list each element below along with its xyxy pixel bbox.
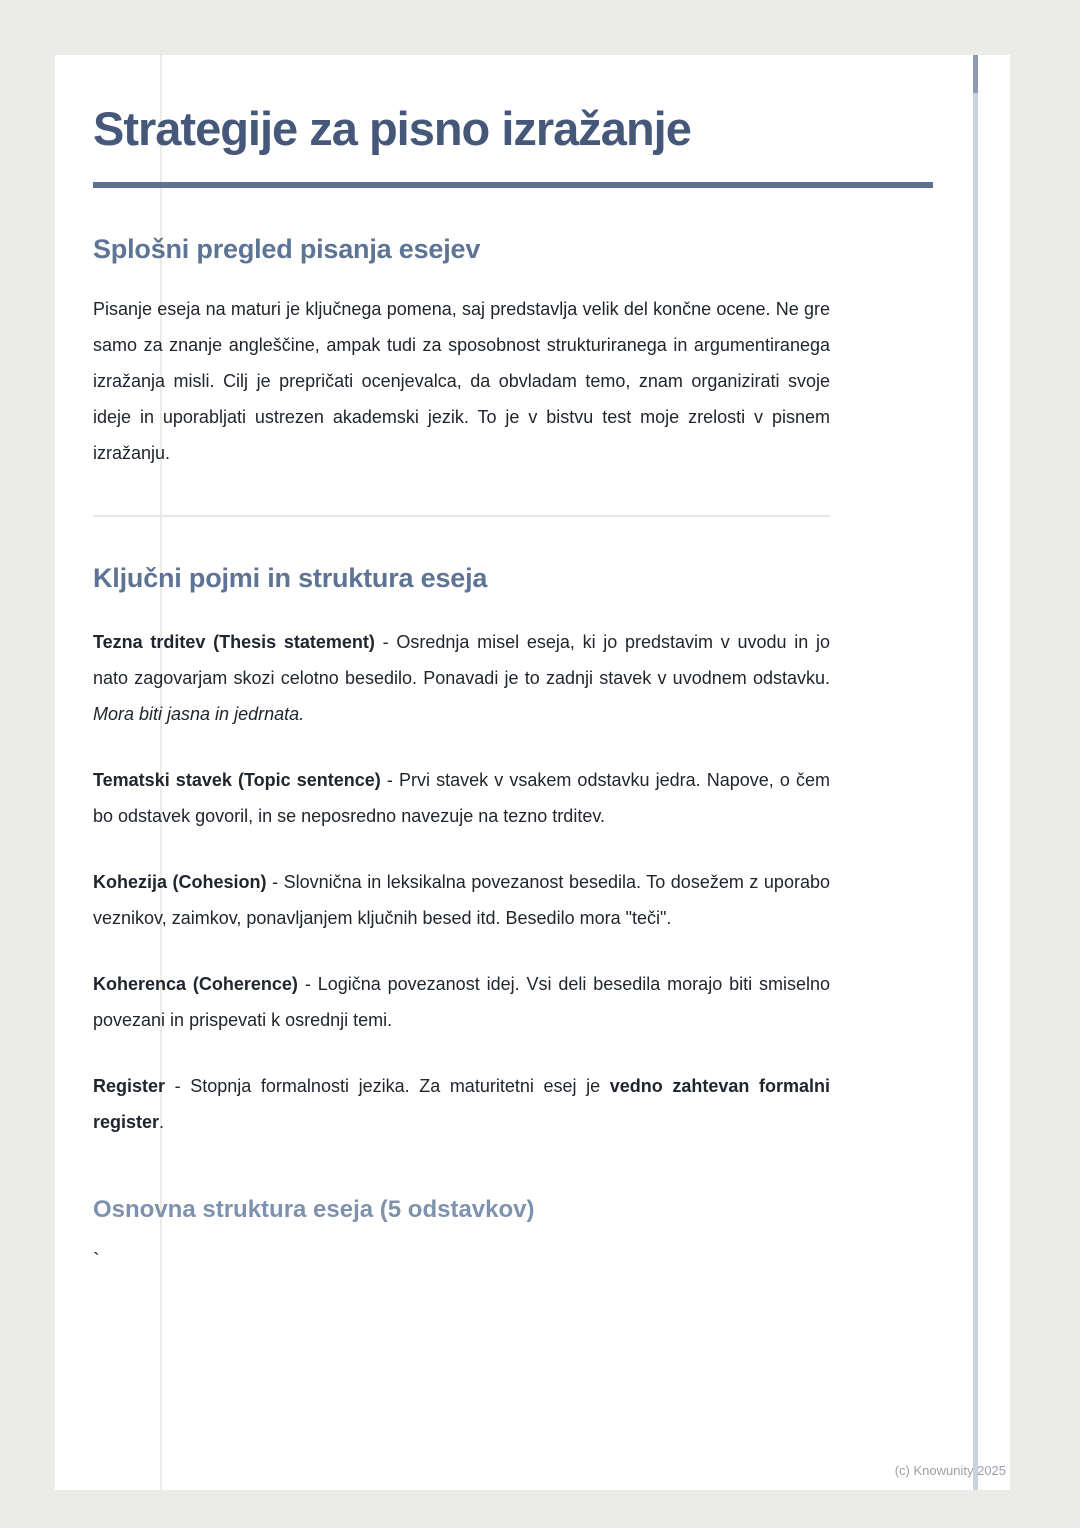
term-text: - Prvi stavek v vsakem odstavku jedra. Napove, o čem bo odstavek govoril, in se neposredno navezuje na tezno trditev. xyxy=(93,770,830,826)
term-after: . xyxy=(159,1112,165,1132)
document-page xyxy=(55,55,1010,1490)
right-edge-cap xyxy=(973,55,978,93)
term-label: Tezna trditev (Thesis statement) xyxy=(93,632,375,652)
term-bold-tail: vedno zahtevan formalni register xyxy=(93,1076,830,1132)
term-paragraph-cohesion xyxy=(93,864,830,936)
term-text: - Osrednja misel eseja, ki jo predstavim v uvodu in jo nato zagovarjam skozi celotno besedilo. Ponavadi je to zadnji stavek v uvodnem odstavku. xyxy=(93,632,830,688)
term-paragraph-register xyxy=(93,1068,830,1140)
term-paragraph-thesis xyxy=(93,624,830,732)
term-paragraph-coherence xyxy=(93,966,830,1038)
term-text: - Slovnična in leksikalna povezanost besedila. To dosežem z uporabo veznikov, zaimkov, ponavljanjem ključnih besed itd. Besedilo mora "teči". xyxy=(93,872,830,928)
footer-credit: (c) Knowunity 2025 xyxy=(894,1463,1006,1478)
section-heading-key-concepts: Ključni pojmi in struktura eseja xyxy=(93,563,488,593)
subsection-heading-structure: Osnovna struktura eseja (5 odstavkov) xyxy=(93,1196,535,1223)
term-text: - Logična povezanost idej. Vsi deli besedila morajo biti smiselno povezani in prispevati k osrednji temi. xyxy=(93,974,830,1030)
term-text: - Stopnja formalnosti jezika. Za maturitetni esej je xyxy=(174,1076,601,1096)
term-label: Tematski stavek (Topic sentence) xyxy=(93,770,381,790)
stray-backtick: ` xyxy=(93,1250,100,1272)
term-italic-note: Mora biti jasna in jedrnata. xyxy=(93,704,305,724)
document-content xyxy=(55,55,830,1273)
term-label: Koherenca (Coherence) xyxy=(93,974,298,994)
right-edge-line xyxy=(973,55,978,1490)
overview-paragraph: Pisanje eseja na maturi je ključnega pomena, saj predstavlja velik del končne ocene. Ne gre samo za znanje angleščine, ampak tudi za sposobnost strukturiranega in argumentiranega izražanja misli. Cilj je prepričati ocenjevalca, da obvladam temo, znam organizirati svoje ideje in uporabljati ustrezen akademski jezik. To je v bistvu test moje zrelosti v pisnem izražanju. xyxy=(93,299,830,463)
section-heading-overview: Splošni pregled pisanja esejev xyxy=(93,234,481,264)
term-label: Register xyxy=(93,1076,166,1096)
page-title: Strategije za pisno izražanje xyxy=(93,102,691,155)
term-paragraph-topic-sentence xyxy=(93,762,830,834)
term-label: Kohezija (Cohesion) xyxy=(93,872,267,892)
section-divider xyxy=(93,515,830,517)
title-rule xyxy=(93,182,933,188)
